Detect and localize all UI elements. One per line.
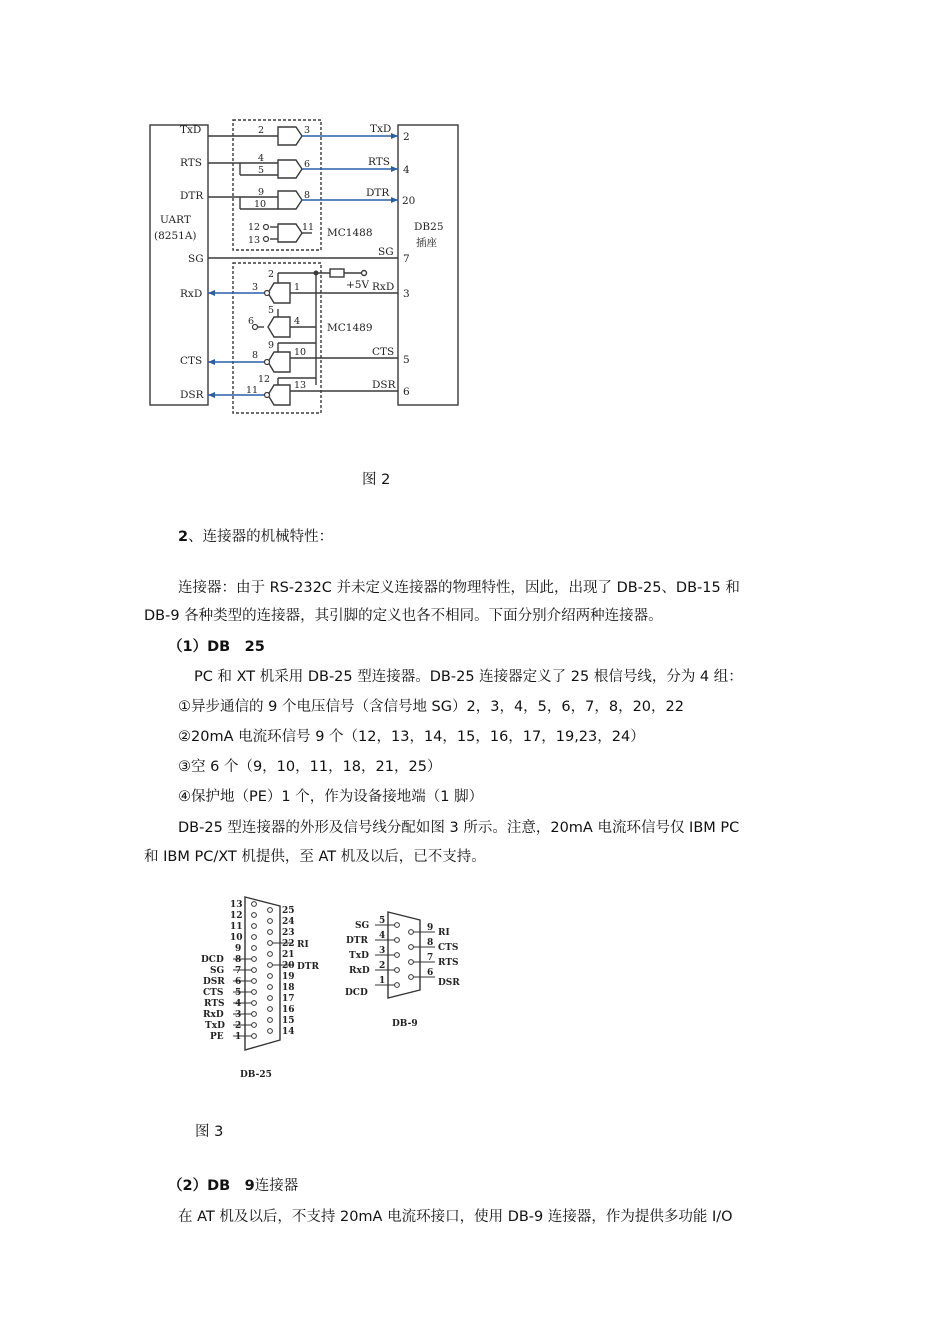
db9-label-dsr: DSR <box>438 978 460 988</box>
db9-label-dcd: DCD <box>345 988 368 998</box>
db25-label-pe: PE <box>210 1032 224 1042</box>
svg-text:18: 18 <box>282 983 295 993</box>
db9-label-rxd: RxD <box>349 966 370 976</box>
fig2-gate-pin: 5 <box>268 305 275 316</box>
db25-label-dcd: DCD <box>201 955 224 965</box>
svg-text:11: 11 <box>230 922 243 932</box>
svg-text:10: 10 <box>230 933 243 943</box>
db25-label-sg: SG <box>210 966 225 976</box>
paragraph-line: DB-9 各种类型的连接器，其引脚的定义也各不相同。下面分别介绍两种连接器。 <box>144 608 663 624</box>
svg-text:3: 3 <box>235 1010 242 1020</box>
fig2-pin-5: 5 <box>403 354 410 366</box>
db9-title: DB-9 <box>392 1019 418 1029</box>
list-item: ③空 6 个（9，10，11，18，21，25） <box>178 759 442 775</box>
fig2-gate-pin: 2 <box>258 125 265 136</box>
section-heading-text: 、连接器的机械特性： <box>188 529 334 545</box>
list-item: ①异步通信的 9 个电压信号（含信号地 SG）2，3，4，5，6，7，8，20，22 <box>178 699 684 715</box>
subheading-db9-suffix: 连接器 <box>254 1178 299 1194</box>
db25-shell-icon <box>245 897 280 1050</box>
fig2-gate-pin: 10 <box>294 347 307 358</box>
fig2-right-dtr: DTR <box>366 187 390 199</box>
subheading-db9-prefix: （2）DB 9 <box>168 1178 255 1194</box>
svg-text:16: 16 <box>282 1005 295 1015</box>
fig2-left-txd: TxD <box>180 124 202 136</box>
fig2-gate-pin: 11 <box>246 385 259 396</box>
fig2-gate-pin: 12 <box>258 374 271 385</box>
svg-text:23: 23 <box>282 928 295 938</box>
fig2-right-dsr: DSR <box>372 379 396 391</box>
db9-label-sg: SG <box>355 921 370 931</box>
fig2-gate-pin: 13 <box>294 380 307 391</box>
list-item: ④保护地（PE）1 个，作为设备接地端（1 脚） <box>178 789 484 805</box>
svg-text:2: 2 <box>235 1021 242 1031</box>
fig2-gate-pin: 12 <box>248 222 261 233</box>
figure-2-caption: 图 2 <box>362 472 391 488</box>
svg-text:25: 25 <box>282 906 295 916</box>
db25-label-cts: CTS <box>203 988 224 998</box>
svg-text:14: 14 <box>282 1027 295 1037</box>
db9-label-rts: RTS <box>438 958 459 968</box>
section-heading-number: 2 <box>178 529 189 545</box>
paragraph-line: 连接器：由于 RS-232C 并未定义连接器的物理特性，因此，出现了 DB-25、DB-15 和 <box>178 580 740 596</box>
fig2-left-dsr: DSR <box>180 389 204 401</box>
fig2-gate-pin: 6 <box>248 316 255 327</box>
db25-label-ri: RI <box>297 940 309 950</box>
fig2-right-sg: SG <box>378 246 394 258</box>
subheading-db25: （1）DB 25 <box>168 639 265 655</box>
fig2-left-dtr: DTR <box>180 190 204 202</box>
svg-text:8: 8 <box>235 955 242 965</box>
db25-label-rts: RTS <box>204 999 225 1009</box>
db25-title: DB-25 <box>240 1070 272 1080</box>
svg-text:3: 3 <box>379 946 386 956</box>
fig2-plus5v: +5V <box>346 279 370 291</box>
fig2-pin-6: 6 <box>403 386 410 398</box>
svg-text:4: 4 <box>379 931 386 941</box>
fig2-right-txd: TxD <box>370 123 392 135</box>
db25-label-rxd: RxD <box>203 1010 224 1020</box>
figure-3-caption: 图 3 <box>195 1124 224 1140</box>
fig2-gate-pin: 1 <box>294 282 301 293</box>
svg-text:24: 24 <box>282 917 295 927</box>
svg-text:5: 5 <box>379 916 386 926</box>
fig2-pin-7: 7 <box>403 253 410 265</box>
fig2-db25-socket: 插座 <box>416 237 437 249</box>
fig2-pin-3: 3 <box>403 288 410 300</box>
svg-text:19: 19 <box>282 972 295 982</box>
svg-text:21: 21 <box>282 950 295 960</box>
list-item: ②20mA 电流环信号 9 个（12，13，14，15，16，17，19,23，24） <box>178 729 645 745</box>
paragraph-line: PC 和 XT 机采用 DB-25 型连接器。DB-25 连接器定义了 25 根信号线，分为 4 组： <box>194 669 743 685</box>
figure-3-connectors <box>195 892 485 1087</box>
subheading-db9 <box>168 1176 298 1196</box>
db9-label-txd: TxD <box>349 951 369 961</box>
svg-text:15: 15 <box>282 1016 295 1026</box>
fig2-uart-chip: (8251A) <box>154 230 197 242</box>
fig2-gate-pin: 11 <box>302 222 315 233</box>
section-heading <box>178 527 333 547</box>
svg-text:1: 1 <box>235 1032 242 1042</box>
svg-text:1: 1 <box>379 976 386 986</box>
fig2-left-rxd: RxD <box>180 288 203 300</box>
fig2-gate-pin: 13 <box>248 235 261 246</box>
fig2-right-cts: CTS <box>372 346 395 358</box>
fig2-gate-pin: 3 <box>252 282 259 293</box>
fig2-chip-mc1488: MC1488 <box>327 227 373 239</box>
svg-text:13: 13 <box>230 900 243 910</box>
fig2-gate-pin: 5 <box>258 165 265 176</box>
fig2-left-cts: CTS <box>180 355 203 367</box>
db25-label-dsr: DSR <box>203 977 225 987</box>
fig2-gate-pin: 10 <box>254 199 267 210</box>
paragraph-line: 和 IBM PC/XT 机提供，至 AT 机及以后，已不支持。 <box>144 849 486 865</box>
fig2-chip-mc1489: MC1489 <box>327 322 373 334</box>
svg-text:17: 17 <box>282 994 295 1004</box>
fig2-gate-pin: 6 <box>304 159 311 170</box>
fig2-gate-pin: 4 <box>258 153 265 164</box>
fig2-right-rts: RTS <box>368 156 390 168</box>
paragraph-line: DB-25 型连接器的外形及信号线分配如图 3 所示。注意，20mA 电流环信号仅 IBM PC <box>178 820 740 836</box>
svg-text:4: 4 <box>235 999 242 1009</box>
svg-text:6: 6 <box>427 968 434 978</box>
fig2-gate-pin: 8 <box>252 350 259 361</box>
svg-text:9: 9 <box>427 923 434 933</box>
fig2-gate-pin: 2 <box>268 269 275 280</box>
fig2-right-rxd: RxD <box>372 281 395 293</box>
figure-2-circuit <box>140 115 470 425</box>
db9-label-dtr: DTR <box>346 936 368 946</box>
fig2-pin-4: 4 <box>403 164 410 176</box>
fig2-gate-pin: 8 <box>304 190 311 201</box>
svg-text:8: 8 <box>427 938 434 948</box>
fig2-uart-label: UART <box>160 214 191 226</box>
fig2-gate-pin: 3 <box>304 125 311 136</box>
fig2-db25-label: DB25 <box>414 221 444 233</box>
svg-text:6: 6 <box>235 977 242 987</box>
svg-text:2: 2 <box>379 961 386 971</box>
paragraph-line: 在 AT 机及以后，不支持 20mA 电流环接口，使用 DB-9 连接器，作为提供多功能 I/O <box>178 1209 733 1225</box>
db25-label-txd: TxD <box>205 1021 225 1031</box>
fig2-pin-2: 2 <box>403 131 410 143</box>
svg-text:7: 7 <box>427 953 434 963</box>
svg-text:5: 5 <box>235 988 242 998</box>
svg-text:9: 9 <box>235 944 242 954</box>
svg-text:12: 12 <box>230 911 243 921</box>
fig2-pin-20: 20 <box>402 195 416 207</box>
fig2-gate-pin: 9 <box>268 340 275 351</box>
db25-label-dtr: DTR <box>297 962 319 972</box>
fig2-gate-pin: 9 <box>258 187 265 198</box>
db9-label-ri: RI <box>438 928 450 938</box>
fig2-left-sg: SG <box>188 253 204 265</box>
svg-text:20: 20 <box>282 961 295 971</box>
db9-label-cts: CTS <box>438 943 459 953</box>
svg-text:7: 7 <box>235 966 242 976</box>
svg-text:22: 22 <box>282 939 295 949</box>
fig2-gate-pin: 4 <box>294 316 301 327</box>
fig2-left-rts: RTS <box>180 157 202 169</box>
